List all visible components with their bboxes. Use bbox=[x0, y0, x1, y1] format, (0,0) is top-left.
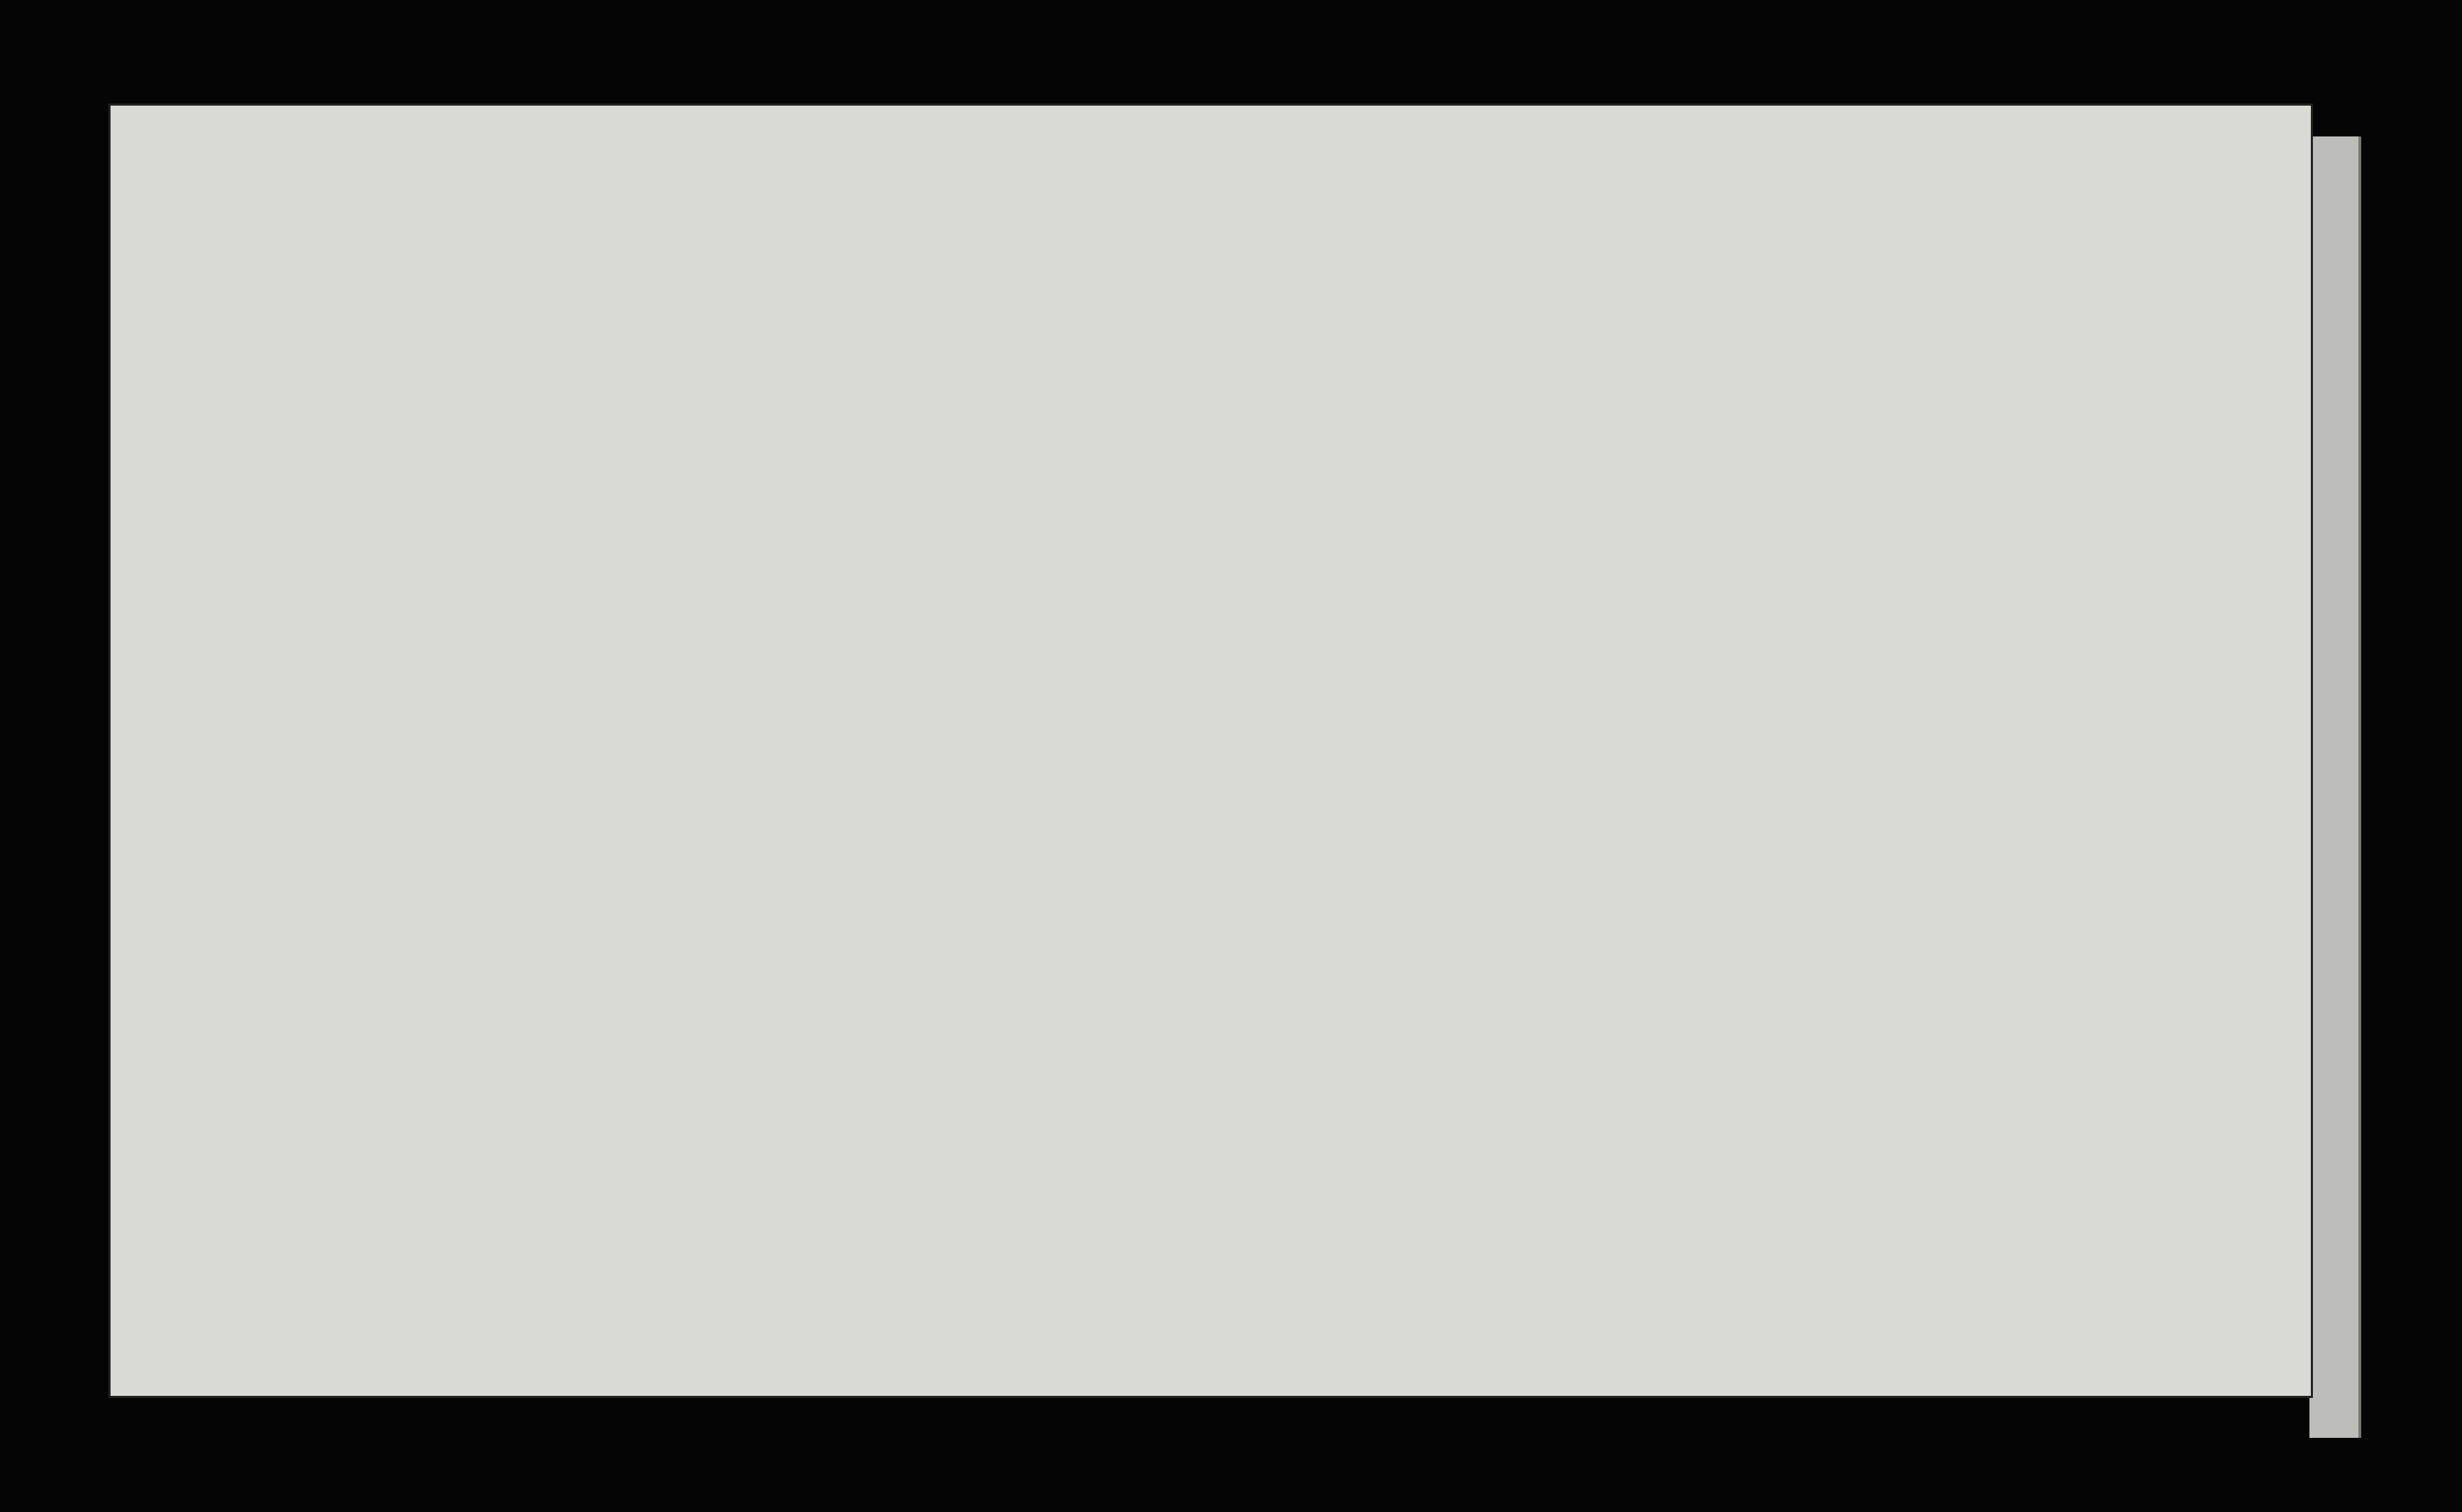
census-card bbox=[108, 104, 2313, 1398]
page-edge bbox=[2309, 136, 2361, 1438]
